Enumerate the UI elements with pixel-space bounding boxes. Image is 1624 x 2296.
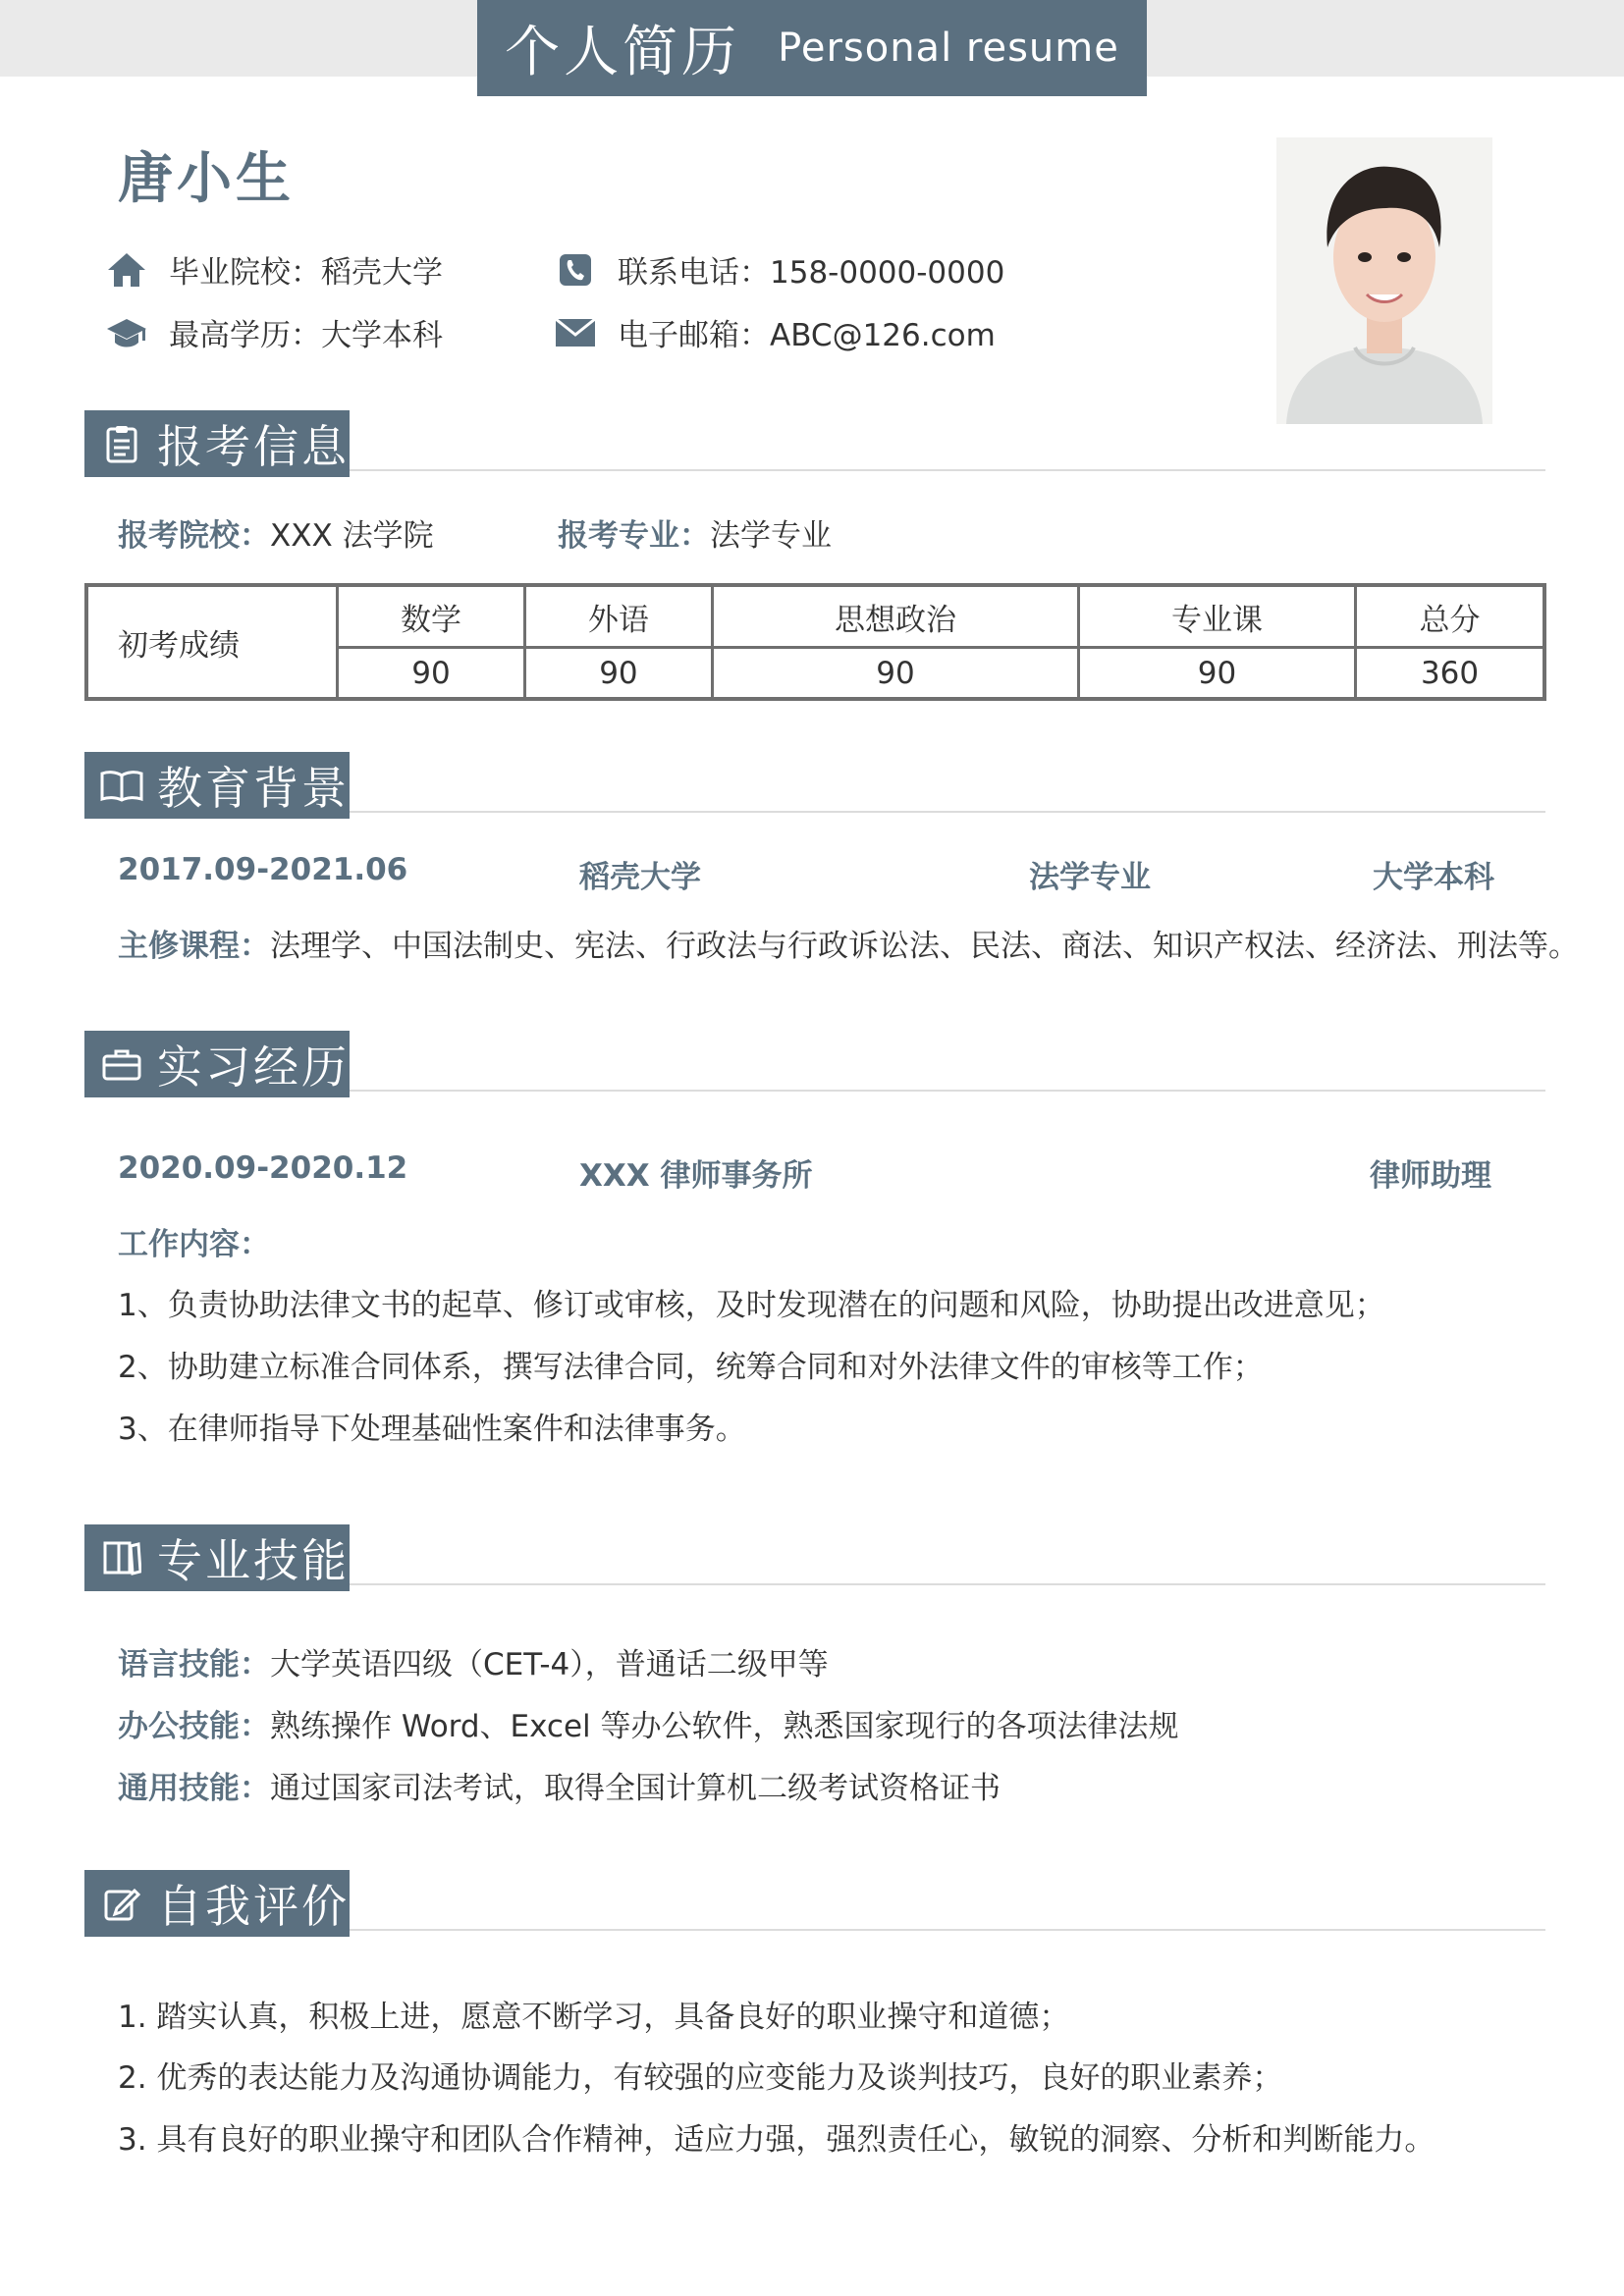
phone-icon — [553, 250, 598, 290]
resume-title-banner — [477, 0, 1147, 96]
section-title-self-eval: 自我评价 — [157, 1880, 350, 1933]
exam-major-value: 法学专业 — [710, 518, 832, 554]
skill-value: 大学英语四级（CET-4），普通话二级甲等 — [270, 1647, 829, 1682]
section-title-skills: 专业技能 — [157, 1534, 350, 1587]
clipboard-icon — [92, 410, 151, 477]
section-divider-exam — [350, 469, 1545, 471]
duty-item: 1、负责协助法律文书的起草、修订或审核，及时发现潜在的问题和风险，协助提出改进意见； — [118, 1288, 1385, 1323]
exam-school-value: XXX 法学院 — [270, 518, 434, 554]
section-header-internship — [84, 1031, 350, 1097]
email-text: 电子邮箱：ABC@126.com — [618, 318, 996, 353]
self-eval-item: 2. 优秀的表达能力及沟通协调能力，有较强的应变能力及谈判技巧，良好的职业素养； — [118, 2060, 1283, 2096]
school-text: 毕业院校：稻壳大学 — [169, 255, 443, 291]
school-info — [104, 247, 443, 292]
open-book-icon — [92, 752, 151, 819]
section-title-internship: 实习经历 — [157, 1041, 350, 1094]
exam-school — [118, 510, 434, 555]
profile-photo — [1276, 137, 1492, 424]
score-value-cell: 90 — [338, 648, 525, 699]
skill-item — [118, 1701, 1179, 1745]
score-table — [84, 583, 1546, 701]
skill-value: 通过国家司法考试，取得全国计算机二级考试资格证书 — [270, 1771, 1001, 1806]
duties-label: 工作内容： — [118, 1227, 270, 1262]
resume-title-cn: 个人简历 — [505, 21, 741, 84]
internship-company: XXX 律师事务所 — [579, 1158, 813, 1194]
score-value-cell: 90 — [524, 648, 712, 699]
phone-text: 联系电话：158-0000-0000 — [618, 255, 1005, 291]
skill-item — [118, 1639, 829, 1683]
education-major: 法学专业 — [1029, 860, 1151, 895]
section-divider-self-eval — [350, 1929, 1545, 1931]
section-header-self-eval — [84, 1870, 350, 1937]
skill-label: 办公技能： — [118, 1709, 270, 1744]
education-courses — [118, 921, 1579, 965]
score-value-cell: 360 — [1356, 648, 1544, 699]
degree-text: 最高学历：大学本科 — [169, 318, 443, 353]
skill-label: 通用技能： — [118, 1771, 270, 1806]
section-title-exam: 报考信息 — [157, 420, 350, 473]
score-header-cell: 专业课 — [1079, 585, 1356, 648]
internship-period: 2020.09-2020.12 — [118, 1150, 408, 1186]
section-divider-education — [350, 811, 1545, 813]
courses-value: 法理学、中国法制史、宪法、行政法与行政诉讼法、民法、商法、知识产权法、经济法、刑法等。 — [270, 929, 1579, 964]
score-value-cell: 90 — [1079, 648, 1356, 699]
score-header-cell: 总分 — [1356, 585, 1544, 648]
resume-title-en: Personal resume — [778, 26, 1119, 71]
skill-label: 语言技能： — [118, 1647, 270, 1682]
score-row-label: 初考成绩 — [86, 585, 338, 699]
education-school: 稻壳大学 — [579, 860, 701, 895]
section-divider-skills — [350, 1583, 1545, 1585]
section-title-education: 教育背景 — [157, 762, 350, 815]
exam-major-label: 报考专业： — [558, 518, 710, 554]
self-eval-item: 1. 踏实认真，积极上进，愿意不断学习，具备良好的职业操守和道德； — [118, 2000, 1070, 2035]
skill-value: 熟练操作 Word、Excel 等办公软件，熟悉国家现行的各项法律法规 — [270, 1709, 1179, 1744]
home-icon — [104, 250, 149, 290]
courses-label: 主修课程： — [118, 929, 270, 964]
self-eval-item: 3. 具有良好的职业操守和团队合作精神，适应力强，强烈责任心，敏锐的洞察、分析和判断能力。 — [118, 2122, 1435, 2158]
book-icon — [92, 1524, 151, 1591]
candidate-name: 唐小生 — [118, 147, 295, 211]
email-info — [553, 310, 996, 354]
exam-school-label: 报考院校： — [118, 518, 270, 554]
edit-icon — [92, 1870, 151, 1937]
exam-major — [558, 510, 832, 555]
section-divider-internship — [350, 1090, 1545, 1092]
skill-item — [118, 1763, 1001, 1807]
education-degree: 大学本科 — [1373, 860, 1494, 895]
graduation-cap-icon — [104, 313, 149, 352]
internship-role: 律师助理 — [1370, 1158, 1491, 1194]
phone-info — [553, 247, 1004, 292]
briefcase-icon — [92, 1031, 151, 1097]
duty-item: 2、协助建立标准合同体系，撰写法律合同，统筹合同和对外法律文件的审核等工作； — [118, 1350, 1264, 1385]
envelope-icon — [553, 313, 598, 352]
degree-info — [104, 310, 443, 354]
score-header-cell: 外语 — [524, 585, 712, 648]
education-period: 2017.09-2021.06 — [118, 852, 408, 887]
score-value-cell: 90 — [712, 648, 1078, 699]
score-header-row — [86, 585, 1544, 648]
duty-item: 3、在律师指导下处理基础性案件和法律事务。 — [118, 1412, 746, 1447]
score-header-cell: 数学 — [338, 585, 525, 648]
section-header-exam — [84, 410, 350, 477]
score-header-cell: 思想政治 — [712, 585, 1078, 648]
section-header-education — [84, 752, 350, 819]
section-header-skills — [84, 1524, 350, 1591]
